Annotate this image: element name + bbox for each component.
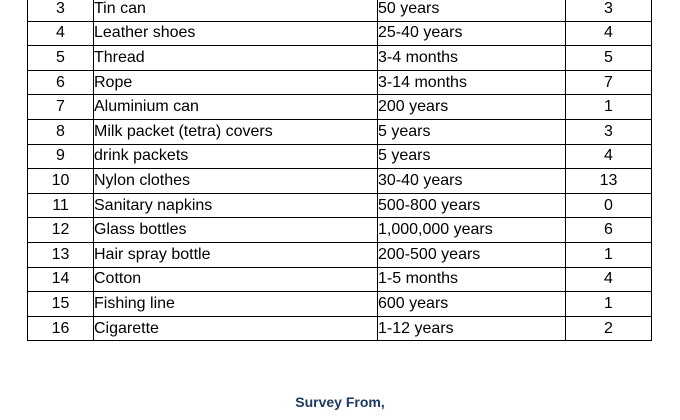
decomposition-time-cell: 1-12 years bbox=[378, 316, 566, 341]
serial-number-cell: 8 bbox=[28, 119, 94, 144]
decomposition-time-cell: 5 years bbox=[378, 144, 566, 169]
count-cell: 7 bbox=[566, 70, 652, 95]
serial-number-cell: 11 bbox=[28, 193, 94, 218]
item-name-cell: Sanitary napkins bbox=[94, 193, 378, 218]
count-cell: 3 bbox=[566, 0, 652, 21]
table-row bbox=[28, 193, 652, 218]
table-row bbox=[28, 46, 652, 71]
item-name-cell: Leather shoes bbox=[94, 21, 378, 46]
decomposition-time-cell: 200 years bbox=[378, 95, 566, 120]
item-name-cell: Nylon clothes bbox=[94, 169, 378, 194]
item-name-cell: Cigarette bbox=[94, 316, 378, 341]
serial-number-cell: 15 bbox=[28, 292, 94, 317]
count-cell: 3 bbox=[566, 119, 652, 144]
item-name-cell: Thread bbox=[94, 46, 378, 71]
table-row bbox=[28, 316, 652, 341]
table-body bbox=[28, 0, 652, 341]
count-cell: 4 bbox=[566, 267, 652, 292]
count-cell: 1 bbox=[566, 242, 652, 267]
serial-number-cell: 4 bbox=[28, 21, 94, 46]
survey-from-heading: Survey From, bbox=[295, 394, 385, 410]
count-cell: 1 bbox=[566, 95, 652, 120]
item-name-cell: Rope bbox=[94, 70, 378, 95]
table-row bbox=[28, 21, 652, 46]
decomposition-time-cell: 1,000,000 years bbox=[378, 218, 566, 243]
decomposition-time-cell: 30-40 years bbox=[378, 169, 566, 194]
decomposition-time-cell: 3-4 months bbox=[378, 46, 566, 71]
serial-number-cell: 12 bbox=[28, 218, 94, 243]
serial-number-cell: 7 bbox=[28, 95, 94, 120]
serial-number-cell: 6 bbox=[28, 70, 94, 95]
table-row bbox=[28, 144, 652, 169]
decomposition-survey-table bbox=[27, 0, 652, 341]
decomposition-time-cell: 1-5 months bbox=[378, 267, 566, 292]
count-cell: 13 bbox=[566, 169, 652, 194]
count-cell: 5 bbox=[566, 46, 652, 71]
table-row bbox=[28, 119, 652, 144]
serial-number-cell: 3 bbox=[28, 0, 94, 21]
decomposition-time-cell: 25-40 years bbox=[378, 21, 566, 46]
count-cell: 0 bbox=[566, 193, 652, 218]
item-name-cell: Milk packet (tetra) covers bbox=[94, 119, 378, 144]
item-name-cell: Tin can bbox=[94, 0, 378, 21]
item-name-cell: Hair spray bottle bbox=[94, 242, 378, 267]
serial-number-cell: 16 bbox=[28, 316, 94, 341]
item-name-cell: Aluminium can bbox=[94, 95, 378, 120]
decomposition-time-cell: 50 years bbox=[378, 0, 566, 21]
table-row bbox=[28, 169, 652, 194]
decomposition-time-cell: 600 years bbox=[378, 292, 566, 317]
decomposition-time-cell: 5 years bbox=[378, 119, 566, 144]
decomposition-time-cell: 200-500 years bbox=[378, 242, 566, 267]
item-name-cell: Fishing line bbox=[94, 292, 378, 317]
table-row bbox=[28, 0, 652, 21]
item-name-cell: drink packets bbox=[94, 144, 378, 169]
item-name-cell: Cotton bbox=[94, 267, 378, 292]
table-row bbox=[28, 218, 652, 243]
serial-number-cell: 13 bbox=[28, 242, 94, 267]
count-cell: 1 bbox=[566, 292, 652, 317]
table-row bbox=[28, 95, 652, 120]
serial-number-cell: 10 bbox=[28, 169, 94, 194]
serial-number-cell: 5 bbox=[28, 46, 94, 71]
item-name-cell: Glass bottles bbox=[94, 218, 378, 243]
serial-number-cell: 9 bbox=[28, 144, 94, 169]
count-cell: 6 bbox=[566, 218, 652, 243]
count-cell: 4 bbox=[566, 144, 652, 169]
table-row bbox=[28, 242, 652, 267]
decomposition-time-cell: 500-800 years bbox=[378, 193, 566, 218]
serial-number-cell: 14 bbox=[28, 267, 94, 292]
decomposition-time-cell: 3-14 months bbox=[378, 70, 566, 95]
count-cell: 2 bbox=[566, 316, 652, 341]
count-cell: 4 bbox=[566, 21, 652, 46]
table-row bbox=[28, 292, 652, 317]
table-row bbox=[28, 70, 652, 95]
table-row bbox=[28, 267, 652, 292]
